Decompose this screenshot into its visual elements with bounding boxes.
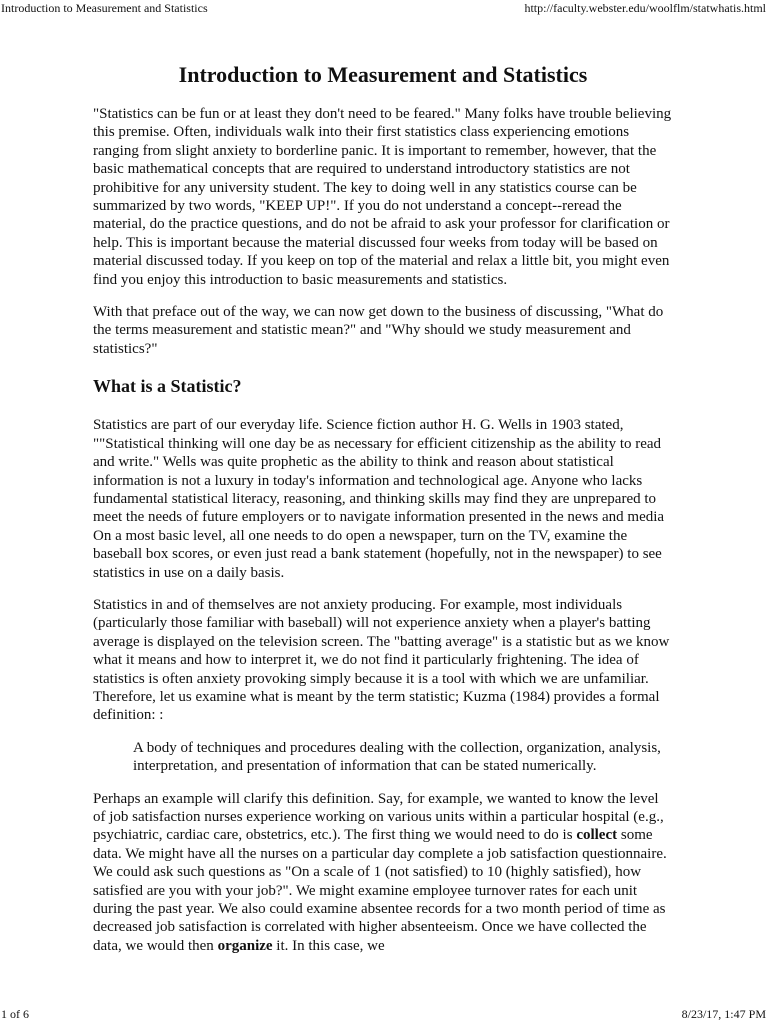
preface-paragraph: With that preface out of the way, we can now get down to the business of discussing, "What do the terms measurement and statistic mean?" and "Why should we study measurement and statistics?" xyxy=(93,304,664,357)
example-paragraph xyxy=(93,790,673,956)
collect-term: collect xyxy=(576,827,618,844)
example-text-3: it. In this case, we xyxy=(272,937,385,954)
example-text-1: Perhaps an example will clarify this definition. Say, for example, we wanted to know the level of job satisfaction nurses experience working on various units within a particular hospital (e.g., psychiatric, cardiac care, obstetrics, etc.). The first thing we would need to do is xyxy=(93,790,664,844)
example-text-2: some data. We might have all the nurses on a particular day complete a job satisfaction questionnaire. We could ask such questions as "On a scale of 1 (not satisfied) to 10 (highly satisfied), how satisfied are you with your job?". We might examine employee turnover rates for each unit during the past year. We also could examine absentee records for a two month period of time as decreased job satisfaction is correlated with higher absenteeism. Once we have collected the data, we would then xyxy=(93,827,667,954)
print-datetime: 8/23/17, 1:47 PM xyxy=(681,1007,766,1021)
anxiety-paragraph: Statistics in and of themselves are not anxiety producing. For example, most individuals (particularly those familiar with baseball) will not experience anxiety when a player's batting average is displayed on the television screen. The "batting average" is a statistic but as we know what it means and how to interpret it, we do not find it particularly frightening. The idea of statistics is often anxiety provoking simply because it is a tool with which we are unfamiliar. Therefore, let us examine what is meant by the term statistic; Kuzma (1984) provides a formal definition: : xyxy=(93,596,670,724)
section-heading: What is a Statistic? xyxy=(93,376,242,397)
document-body xyxy=(93,60,673,969)
print-header-title: Introduction to Measurement and Statistics xyxy=(1,1,208,15)
organize-term: organize xyxy=(217,937,273,954)
print-header-url[interactable]: http://faculty.webster.edu/woolflm/statwhatis.html xyxy=(524,1,766,15)
definition-quote: A body of techniques and procedures dealing with the collection, organization, analysis, interpretation, and presentation of information that can be stated numerically. xyxy=(133,739,661,775)
print-footer xyxy=(0,1007,768,1021)
everyday-life-paragraph: Statistics are part of our everyday life. Science fiction author H. G. Wells in 1903 stated, ""Statistical thinking will one day be as necessary for efficient citizenship as the ability to read and write." Wells was quite prophetic as the ability to think and reason about statistical information is not a luxury in today's information and technological age. Anyone who lacks fundamental statistical literacy, reasoning, and thinking skills may find they are unprepared to meet the needs of future employers or to navigate information presented in the news and media On a most basic level, all one needs to do open a newspaper, turn on the TV, examine the baseball box scores, or even just read a bank statement (hopefully, not in the newspaper) to see statistics in use on a daily basis. xyxy=(93,417,665,581)
page-title: Introduction to Measurement and Statistics xyxy=(178,62,588,87)
print-header xyxy=(0,1,768,15)
page-number: 1 of 6 xyxy=(1,1007,29,1021)
intro-paragraph: "Statistics can be fun or at least they don't need to be feared." Many folks have trouble believing this premise. Often, individuals walk into their first statistics class experiencing emotions ranging from slight anxiety to borderline panic. It is important to remember, however, that the basic mathematical concepts that are required to understand introductory statistics are not prohibitive for any university student. The key to doing well in any statistics course can be summarized by two words, "KEEP UP!". If you do not understand a concept--reread the material, do the practice questions, and do not be afraid to ask your professor for clarification or help. This is important because the material discussed four weeks from today will be based on material discussed today. If you keep on top of the material and relax a little bit, you might even find you enjoy this introduction to basic measurements and statistics. xyxy=(93,106,672,288)
